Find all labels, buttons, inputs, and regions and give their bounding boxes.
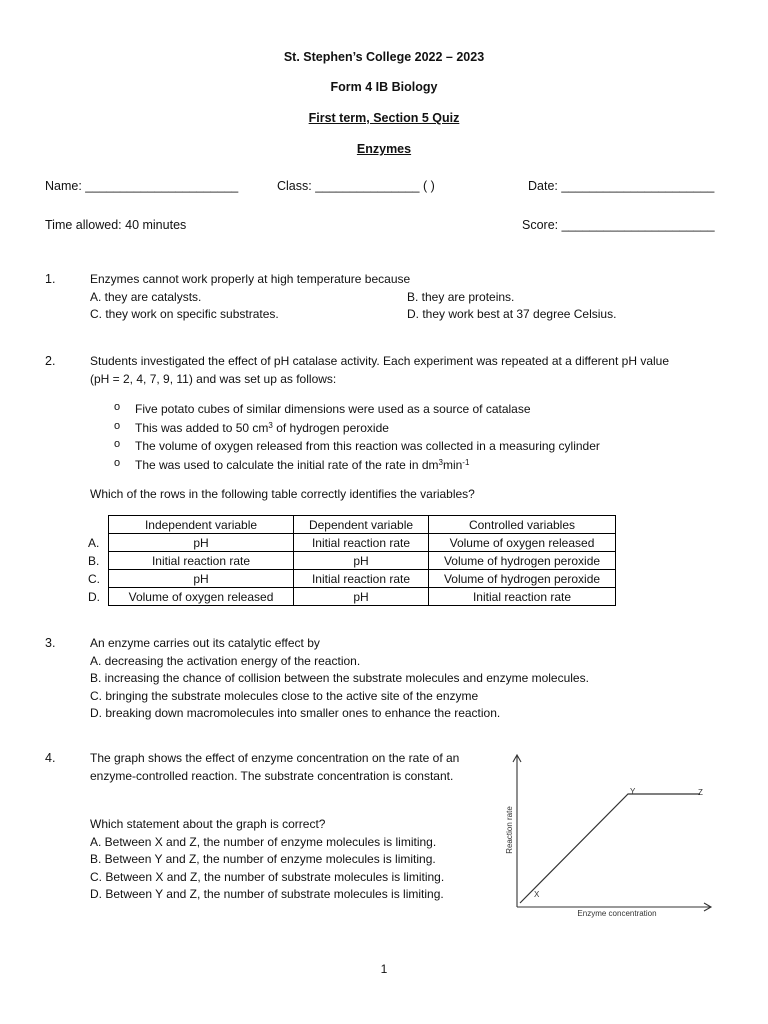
point-z-label: Z [698, 788, 703, 797]
table-cell: Volume of hydrogen peroxide [429, 570, 616, 588]
question-2-setup-list [90, 402, 600, 476]
table-cell: Initial reaction rate [429, 588, 616, 606]
course-title: Form 4 IB Biology [330, 80, 438, 94]
topic-title: Enzymes [356, 142, 412, 156]
table-cell: Initial reaction rate [109, 552, 294, 570]
table-cell: pH [294, 588, 429, 606]
class-field[interactable]: Class: _______________ ( ) [277, 179, 435, 193]
question-4-stem-line-1: The graph shows the effect of enzyme concentration on the rate of an [90, 751, 460, 765]
table-cell: pH [109, 534, 294, 552]
column-header: Dependent variable [294, 516, 429, 534]
date-field[interactable]: Date: ______________________ [528, 179, 715, 193]
table-cell: pH [294, 552, 429, 570]
quiz-title: First term, Section 5 Quiz [308, 111, 460, 125]
row-label: D. [88, 589, 100, 604]
setup-item: o This was added to 50 $cm^3$ of hydrogen peroxide [114, 419, 389, 435]
question-1-option-a[interactable]: A. they are catalysts. [90, 290, 202, 304]
question-3 [90, 635, 589, 723]
enzyme-rate-graph [500, 750, 720, 925]
question-4-prompt: Which statement about the graph is correct? [90, 817, 326, 831]
setup-item: o Five potato cubes of similar dimensions were used as a source of catalase [114, 401, 531, 416]
row-label: B. [88, 553, 100, 568]
question-2-stem [90, 353, 669, 388]
bullet-icon: o [114, 401, 121, 413]
question-3-number: 3. [45, 636, 56, 650]
y-axis-label: Reaction rate [505, 806, 514, 854]
row-label: C. [88, 571, 100, 586]
question-1-option-c[interactable]: C. they work on specific substrates. [90, 307, 279, 321]
page-number: 1 [380, 962, 388, 976]
question-4-option-a[interactable]: A. Between X and Z, the number of enzyme molecules is limiting. [90, 834, 437, 849]
x-axis-label: Enzyme concentration [577, 909, 657, 918]
bullet-icon: o [114, 456, 121, 469]
question-3-option-d[interactable]: D. breaking down macromolecules into smaller ones to enhance the reaction. [90, 706, 501, 720]
table-row[interactable] [88, 534, 616, 552]
setup-item: o The volume of oxygen released from this reaction was collected in a measuring cylinder [114, 438, 600, 453]
table-header-row [88, 516, 616, 534]
name-field[interactable]: Name: ______________________ [45, 179, 239, 193]
bullet-icon: o [114, 438, 121, 450]
bullet-icon: o [114, 419, 121, 432]
table-cell: Initial reaction rate [294, 570, 429, 588]
time-allowed: Time allowed: 40 minutes [45, 218, 187, 232]
question-4-stem [90, 750, 459, 785]
question-1-option-d[interactable]: D. they work best at 37 degree Celsius. [407, 307, 617, 321]
point-y-label: Y [630, 787, 636, 796]
score-field[interactable]: Score: ______________________ [522, 218, 715, 232]
question-3-stem: An enzyme carries out its catalytic effect by [90, 636, 320, 650]
column-header: Controlled variables [429, 516, 616, 534]
table-cell: Initial reaction rate [294, 534, 429, 552]
question-1 [90, 271, 410, 289]
question-1-stem: Enzymes cannot work properly at high temperature because [90, 272, 411, 286]
rate-curve [520, 794, 700, 903]
table-row[interactable] [88, 588, 616, 606]
question-4-option-b[interactable]: B. Between Y and Z, the number of enzyme molecules is limiting. [90, 852, 436, 866]
setup-item: o The was used to calculate the initial rate of the rate in $dm^3\min^{-1}$ [114, 456, 470, 472]
question-3-option-a[interactable]: A. decreasing the activation energy of the reaction. [90, 653, 361, 668]
question-1-number: 1. [45, 272, 56, 286]
question-3-option-c[interactable]: C. bringing the substrate molecules close to the active site of the enzyme [90, 688, 479, 703]
question-4-option-d[interactable]: D. Between Y and Z, the number of substrate molecules is limiting. [90, 887, 444, 901]
question-2-stem-line-1: Students investigated the effect of pH catalase activity. Each experiment was repeated at a different pH value [90, 354, 670, 368]
variables-table [88, 515, 616, 606]
table-cell: pH [109, 570, 294, 588]
table-cell: Volume of hydrogen peroxide [429, 552, 616, 570]
question-2-stem-line-2: (pH = 2, 4, 7, 9, 11) and was set up as follows: [90, 371, 337, 386]
table-cell: Volume of oxygen released [109, 588, 294, 606]
table-cell: Volume of oxygen released [429, 534, 616, 552]
question-3-option-b[interactable]: B. increasing the chance of collision between the substrate molecules and enzyme molecules. [90, 671, 589, 685]
question-2-prompt: Which of the rows in the following table correctly identifies the variables? [90, 487, 475, 501]
question-4-stem-line-2: enzyme-controlled reaction. The substrate concentration is constant. [90, 768, 454, 783]
question-2-number: 2. [45, 354, 56, 368]
table-row[interactable] [88, 570, 616, 588]
question-4 [90, 816, 444, 904]
question-4-option-c[interactable]: C. Between X and Z, the number of substrate molecules is limiting. [90, 869, 445, 884]
question-1-option-b[interactable]: B. they are proteins. [407, 290, 515, 304]
point-x-label: X [534, 890, 540, 899]
question-4-number: 4. [45, 751, 56, 765]
row-label: A. [88, 535, 100, 550]
column-header: Independent variable [109, 516, 294, 534]
school-title: St. Stephen’s College 2022 – 2023 [283, 50, 485, 64]
table-row[interactable] [88, 552, 616, 570]
